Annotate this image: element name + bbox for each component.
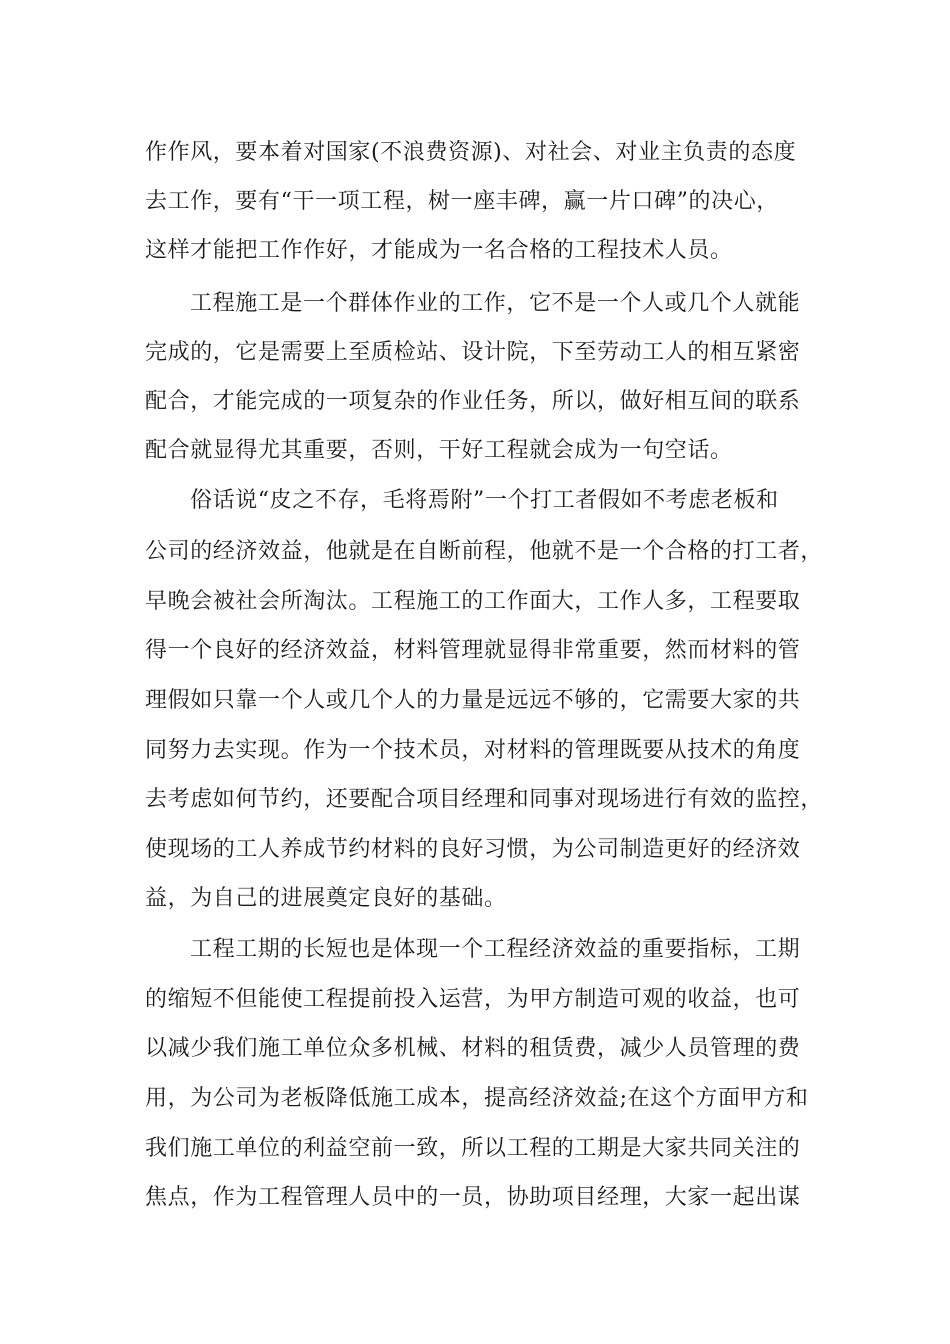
text-line: 焦点，作为工程管理人员中的一员，协助项目经理，大家一起出谋 xyxy=(145,1185,801,1210)
text-line: 理假如只靠一个人或几个人的力量是远远不够的，它需要大家的共 xyxy=(145,688,801,713)
text-line: 使现场的工人养成节约材料的良好习惯，为公司制造更好的经济效 xyxy=(145,837,801,862)
text-line: 公司的经济效益，他就是在自断前程，他就不是一个合格的打工者， xyxy=(145,539,824,564)
text-line: 配合，才能完成的一项复杂的作业任务，所以，做好相互间的联系 xyxy=(145,389,801,414)
text-line: 早晚会被社会所淘汰。工程施工的工作面大，工作人多，工程要取 xyxy=(145,589,801,614)
text-line: 用，为公司为老板降低施工成本，提高经济效益;在这个方面甲方和 xyxy=(145,1086,809,1111)
text-line: 去工作，要有“干一项工程，树一座丰碑，赢一片口碑”的决心， xyxy=(145,189,779,214)
text-line: 的缩短不但能使工程提前投入运营，为甲方制造可观的收益，也可 xyxy=(145,987,801,1012)
text-line: 我们施工单位的利益空前一致，所以工程的工期是大家共同关注的 xyxy=(145,1136,801,1161)
paragraph-first-line: 俗话说“皮之不存，毛将焉附”一个打工者假如不考虑老板和 xyxy=(190,488,779,513)
text-line: 配合就显得尤其重要，否则，干好工程就会成为一句空话。 xyxy=(145,438,733,463)
text-line: 完成的，它是需要上至质检站、设计院，下至劳动工人的相互紧密 xyxy=(145,340,801,365)
text-line: 益，为自己的进展奠定良好的基础。 xyxy=(145,886,507,911)
text-line: 去考虑如何节约，还要配合项目经理和同事对现场进行有效的监控， xyxy=(145,787,824,812)
paragraph-first-line: 工程施工是一个群体作业的工作，它不是一个人或几个人就能 xyxy=(190,291,801,316)
text-line: 作作风，要本着对国家(不浪费资源)、对社会、对业主负责的态度 xyxy=(145,140,797,165)
text-line: 同努力去实现。作为一个技术员，对材料的管理既要从技术的角度 xyxy=(145,738,801,763)
text-line: 得一个良好的经济效益，材料管理就显得非常重要，然而材料的管 xyxy=(145,638,801,663)
text-line: 这样才能把工作作好，才能成为一名合格的工程技术人员。 xyxy=(145,238,733,263)
text-line: 以减少我们施工单位众多机械、材料的租赁费，减少人员管理的费 xyxy=(145,1036,801,1061)
paragraph-first-line: 工程工期的长短也是体现一个工程经济效益的重要指标，工期 xyxy=(190,937,801,962)
